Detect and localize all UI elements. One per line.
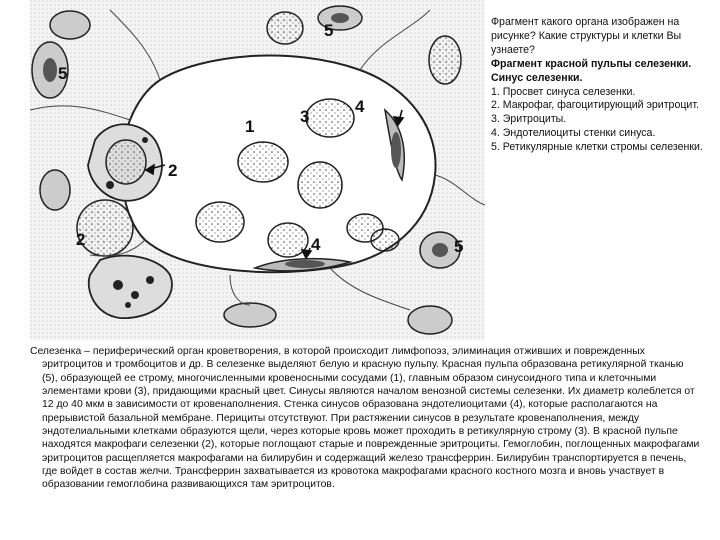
description-text [30,345,700,492]
spleen-sinus-drawing [30,0,485,340]
histology-figure [30,0,485,340]
side-caption [491,16,713,155]
description-paragraph: Селезенка – периферический орган кроветворения, в которой происходит лимфопоэз, элиминация отживших и поврежденных эритроцитов и тромбоцитов и др. В селезенке выделяют белую и красную пульпу. Красная пульпа образована ретикулярной тканью (5), образующей ее строму, многочисленными кровеносными сосудами (1), главным образом синусоидного типа и клеточными элементами крови (3), придающими красный цвет. Синусы являются началом венозной системы селезенки. Их диаметр колеблется от 12 до 40 мкм в зависимости от кровенаполнения. Стенка синусов образована эндотелиоцитами (4), которые располагаются на прерывистой базальной мембране. Перициты отсутствуют. При растяжении синусов в результате кровенаполнения, между эндотелиальными клетками образуются щели, через которые кровь может проходить в ретикулярную строму (3). В красной пульпе находятся макрофаги селезенки (2), которые поглощают старые и поврежденные эритроциты. Гемоглобин, поглощенных макрофагами эритроцитов расщепляется макрофагами на билирубин и содержащий железо трансферрин. Билирубин транспортируется в печень, где войдет в состав желчи. Трансферрин захватывается из кровотока макрофагами красного костного мозга и вновь участвует в образовании гемоглобина развивающихся там эритроцитов. [30,346,700,491]
label-4-top: 4 [355,97,365,116]
label-2-bottom: 2 [76,230,86,249]
label-5-top: 5 [324,21,334,40]
legend-item-1: 1. Просвет синуса селезенки. [491,85,636,98]
label-5-left: 5 [58,64,68,83]
legend-item-4: 4. Эндотелиоциты стенки синуса. [491,127,656,140]
legend-item-3: 3. Эритроциты. [491,113,567,126]
question-text: Фрагмент какого органа изображен на рисунке? Какие структуры и клетки Вы узнаете? [491,16,682,56]
answer-title: Фрагмент красной пульпы селезенки. Синус селезенки. [491,57,692,84]
legend-item-2: 2. Макрофаг, фагоцитирующий эритроцит. [491,99,699,112]
label-4-bottom: 4 [311,235,321,254]
label-1: 1 [245,117,255,136]
label-5-right: 5 [454,237,464,256]
label-2-top: 2 [168,161,178,180]
legend-item-5: 5. Ретикулярные клетки стромы селезенки. [491,141,703,154]
label-3: 3 [300,107,310,126]
